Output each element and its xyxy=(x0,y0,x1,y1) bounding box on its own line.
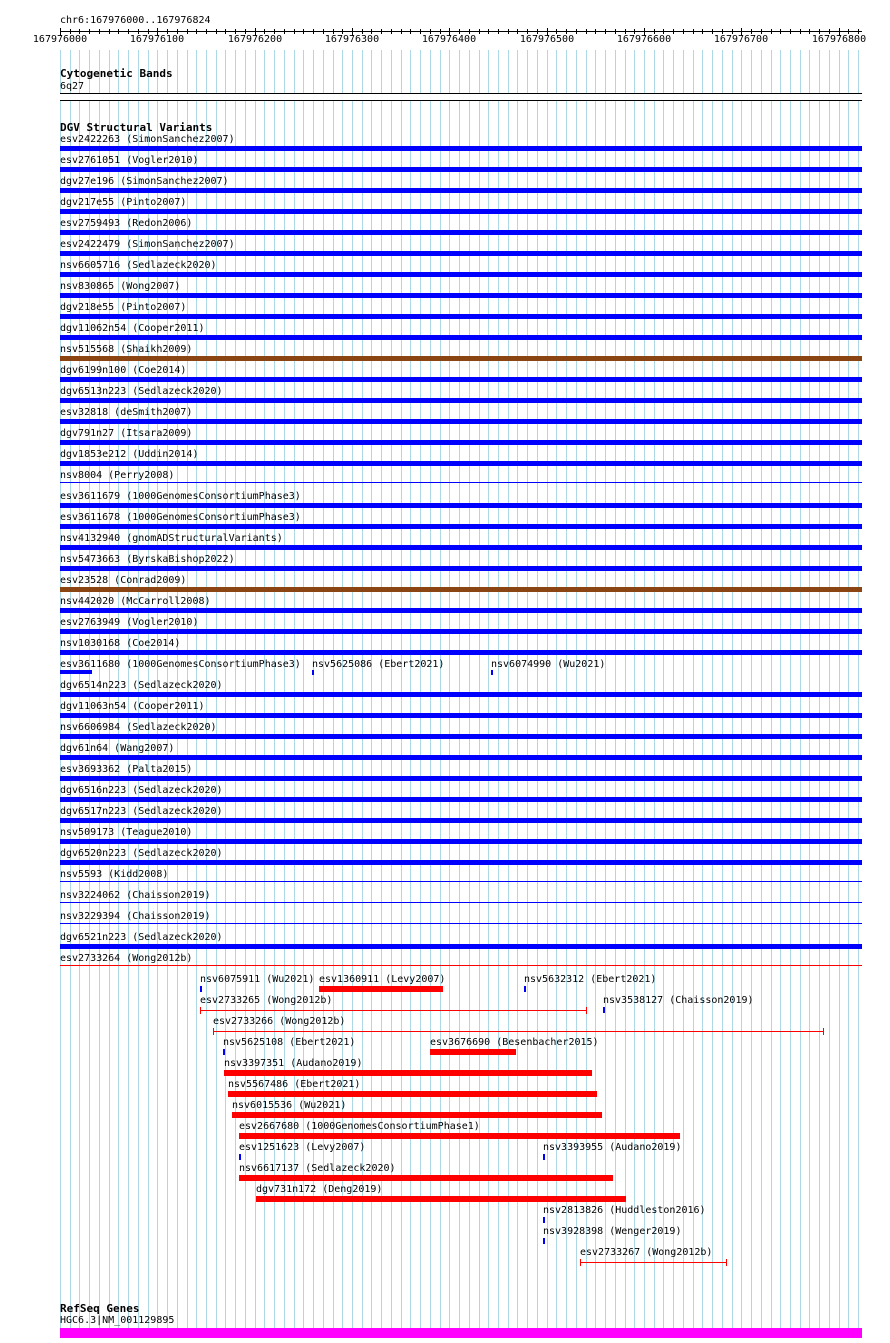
variant-label: nsv6075911 (Wu2021) xyxy=(200,974,315,985)
variant-label: nsv5473663 (ByrskaBishop2022) xyxy=(60,554,235,565)
ruler-tick-label: 167976100 xyxy=(129,34,185,45)
variant-bar[interactable] xyxy=(60,461,862,466)
variant-tick[interactable] xyxy=(239,1154,241,1160)
variant-label: nsv2813826 (Huddleston2016) xyxy=(543,1205,706,1216)
variant-label: esv3611678 (1000GenomesConsortiumPhase3) xyxy=(60,512,301,523)
variant-tick[interactable] xyxy=(543,1217,545,1223)
variant-label: nsv6605716 (Sedlazeck2020) xyxy=(60,260,217,271)
variant-label: nsv830865 (Wong2007) xyxy=(60,281,181,292)
variant-label: nsv3928398 (Wenger2019) xyxy=(543,1226,682,1237)
variant-bar[interactable] xyxy=(60,482,862,483)
variant-label: dgv731n172 (Deng2019) xyxy=(256,1184,383,1195)
variant-tick[interactable] xyxy=(491,670,493,675)
variant-range[interactable] xyxy=(580,1259,727,1266)
region-label: chr6:167976000..167976824 xyxy=(60,15,211,26)
variant-bar[interactable] xyxy=(60,881,862,882)
variant-label: nsv1030168 (Coe2014) xyxy=(60,638,181,649)
variant-label: nsv442020 (McCarroll2008) xyxy=(60,596,211,607)
variant-label: nsv3229394 (Chaisson2019) xyxy=(60,911,211,922)
variant-label: dgv6517n223 (Sedlazeck2020) xyxy=(60,806,223,817)
variant-tick[interactable] xyxy=(223,1049,225,1055)
variant-bar[interactable] xyxy=(60,440,862,445)
variant-bar[interactable] xyxy=(60,146,862,151)
variant-tick[interactable] xyxy=(603,1007,605,1013)
variant-bar[interactable] xyxy=(60,314,862,319)
variant-bar[interactable] xyxy=(60,587,862,592)
cytoband-label: 6q27 xyxy=(60,81,85,92)
variant-label: dgv791n27 (Itsara2009) xyxy=(60,428,193,439)
variant-bar[interactable] xyxy=(60,692,862,697)
variant-bar[interactable] xyxy=(60,670,92,674)
variant-range[interactable] xyxy=(200,1007,587,1014)
variant-bar[interactable] xyxy=(60,944,862,949)
variant-label: nsv5567486 (Ebert2021) xyxy=(228,1079,361,1090)
variant-label: dgv27e196 (SimonSanchez2007) xyxy=(60,176,229,187)
variant-bar[interactable] xyxy=(60,545,862,550)
variant-bar[interactable] xyxy=(60,608,862,613)
variant-bar[interactable] xyxy=(60,230,862,235)
variant-range[interactable] xyxy=(213,1028,824,1035)
variant-bar[interactable] xyxy=(60,734,862,739)
variant-label: esv3611680 (1000GenomesConsortiumPhase3) xyxy=(60,659,301,670)
variant-label: esv2422263 (SimonSanchez2007) xyxy=(60,134,235,145)
variant-label: dgv6520n223 (Sedlazeck2020) xyxy=(60,848,223,859)
variant-label: nsv5593 (Kidd2008) xyxy=(60,869,169,880)
ruler-tick-label: 167976400 xyxy=(421,34,477,45)
variant-label: nsv5625108 (Ebert2021) xyxy=(223,1037,356,1048)
variant-label: nsv509173 (Teague2010) xyxy=(60,827,193,838)
variant-bar[interactable] xyxy=(232,1112,602,1118)
variant-label: esv2733265 (Wong2012b) xyxy=(200,995,333,1006)
variant-label: esv3676690 (Besenbacher2015) xyxy=(430,1037,599,1048)
variant-bar[interactable] xyxy=(60,839,862,844)
variant-label: dgv11063n54 (Cooper2011) xyxy=(60,701,205,712)
variant-bar[interactable] xyxy=(60,398,862,403)
ruler-tick-label: 167976800 xyxy=(811,34,867,45)
variant-bar[interactable] xyxy=(60,566,862,571)
variant-bar[interactable] xyxy=(60,713,862,718)
variant-bar[interactable] xyxy=(60,629,862,634)
ruler-tick-label: 167976500 xyxy=(519,34,575,45)
variant-bar[interactable] xyxy=(239,1175,613,1181)
variant-label: dgv6521n223 (Sedlazeck2020) xyxy=(60,932,223,943)
variant-bar[interactable] xyxy=(430,1049,516,1055)
variant-label: nsv6606984 (Sedlazeck2020) xyxy=(60,722,217,733)
variant-bar[interactable] xyxy=(60,923,862,924)
variant-label: esv1251623 (Levy2007) xyxy=(239,1142,366,1153)
variant-label: nsv3393955 (Audano2019) xyxy=(543,1142,682,1153)
variant-label: dgv218e55 (Pinto2007) xyxy=(60,302,187,313)
variant-label: esv2761051 (Vogler2010) xyxy=(60,155,199,166)
variant-bar[interactable] xyxy=(60,776,862,781)
variant-bar[interactable] xyxy=(224,1070,592,1076)
variant-bar[interactable] xyxy=(60,419,862,424)
variant-bar[interactable] xyxy=(256,1196,626,1202)
ruler-tick-label: 167976600 xyxy=(616,34,672,45)
ruler-tick-label: 167976000 xyxy=(32,34,88,45)
variant-bar[interactable] xyxy=(60,524,862,529)
variant-label: nsv515568 (Shaikh2009) xyxy=(60,344,193,355)
variant-label: esv2763949 (Vogler2010) xyxy=(60,617,199,628)
variant-tick[interactable] xyxy=(543,1154,545,1160)
variant-label: nsv5625086 (Ebert2021) xyxy=(312,659,445,670)
variant-label: dgv11062n54 (Cooper2011) xyxy=(60,323,205,334)
variant-label: esv2733266 (Wong2012b) xyxy=(213,1016,346,1027)
variant-bar[interactable] xyxy=(60,650,862,655)
ruler-tick-label: 167976200 xyxy=(227,34,283,45)
variant-tick[interactable] xyxy=(312,670,314,675)
variant-label: dgv6513n223 (Sedlazeck2020) xyxy=(60,386,223,397)
variant-bar[interactable] xyxy=(60,188,862,193)
variant-bar[interactable] xyxy=(60,272,862,277)
variant-label: nsv6015536 (Wu2021) xyxy=(232,1100,347,1111)
variant-label: esv3611679 (1000GenomesConsortiumPhase3) xyxy=(60,491,301,502)
variant-bar[interactable] xyxy=(60,356,862,361)
variant-bar[interactable] xyxy=(60,293,862,298)
cytoband-track-title: Cytogenetic Bands xyxy=(60,67,173,80)
variant-label: esv3693362 (Palta2015) xyxy=(60,764,193,775)
variant-label: esv2422479 (SimonSanchez2007) xyxy=(60,239,235,250)
variant-label: nsv3397351 (Audano2019) xyxy=(224,1058,363,1069)
variant-bar[interactable] xyxy=(60,902,862,903)
variant-label: dgv6514n223 (Sedlazeck2020) xyxy=(60,680,223,691)
variant-bar[interactable] xyxy=(60,209,862,214)
variant-label: nsv3538127 (Chaisson2019) xyxy=(603,995,754,1006)
dgv-track-title: DGV Structural Variants xyxy=(60,121,213,134)
variant-label: dgv6199n100 (Coe2014) xyxy=(60,365,187,376)
variant-label: dgv217e55 (Pinto2007) xyxy=(60,197,187,208)
variant-label: esv32818 (deSmith2007) xyxy=(60,407,193,418)
variant-bar[interactable] xyxy=(60,965,862,966)
variant-bar[interactable] xyxy=(60,860,862,865)
variant-bar[interactable] xyxy=(60,818,862,823)
variant-label: esv2667680 (1000GenomesConsortiumPhase1) xyxy=(239,1121,480,1132)
ruler-tick-label: 167976700 xyxy=(713,34,769,45)
variant-label: nsv3224062 (Chaisson2019) xyxy=(60,890,211,901)
variant-label: esv23528 (Conrad2009) xyxy=(60,575,187,586)
variant-tick[interactable] xyxy=(200,986,202,992)
variant-bar[interactable] xyxy=(239,1133,680,1139)
ruler-tick-label: 167976300 xyxy=(324,34,380,45)
variant-bar[interactable] xyxy=(60,167,862,172)
variant-label: nsv5632312 (Ebert2021) xyxy=(524,974,657,985)
refseq-gene-label: HGC6.3|NM_001129895 xyxy=(60,1315,175,1326)
variant-bar[interactable] xyxy=(60,251,862,256)
variant-label: nsv8004 (Perry2008) xyxy=(60,470,175,481)
variant-label: dgv1853e212 (Uddin2014) xyxy=(60,449,199,460)
variant-tick[interactable] xyxy=(524,986,526,992)
variant-bar[interactable] xyxy=(60,377,862,382)
variant-label: esv2733264 (Wong2012b) xyxy=(60,953,193,964)
variant-label: dgv6516n223 (Sedlazeck2020) xyxy=(60,785,223,796)
variant-label: nsv4132940 (gnomADStructuralVariants) xyxy=(60,533,283,544)
variant-label: nsv6074990 (Wu2021) xyxy=(491,659,606,670)
variant-bar[interactable] xyxy=(60,755,862,760)
variant-label: esv2759493 (Redon2006) xyxy=(60,218,193,229)
variant-tick[interactable] xyxy=(543,1238,545,1244)
variant-bar[interactable] xyxy=(60,797,862,802)
variant-label: esv1360911 (Levy2007) xyxy=(319,974,446,985)
variant-label: nsv6617137 (Sedlazeck2020) xyxy=(239,1163,396,1174)
variant-bar[interactable] xyxy=(228,1091,597,1097)
variant-bar[interactable] xyxy=(319,986,443,992)
variant-label: esv2733267 (Wong2012b) xyxy=(580,1247,713,1258)
variant-label: dgv61n64 (Wang2007) xyxy=(60,743,175,754)
refseq-track-title: RefSeq Genes xyxy=(60,1302,140,1315)
variant-bar[interactable] xyxy=(60,335,862,340)
variant-bar[interactable] xyxy=(60,503,862,508)
refseq-gene-bar[interactable] xyxy=(60,1328,862,1338)
